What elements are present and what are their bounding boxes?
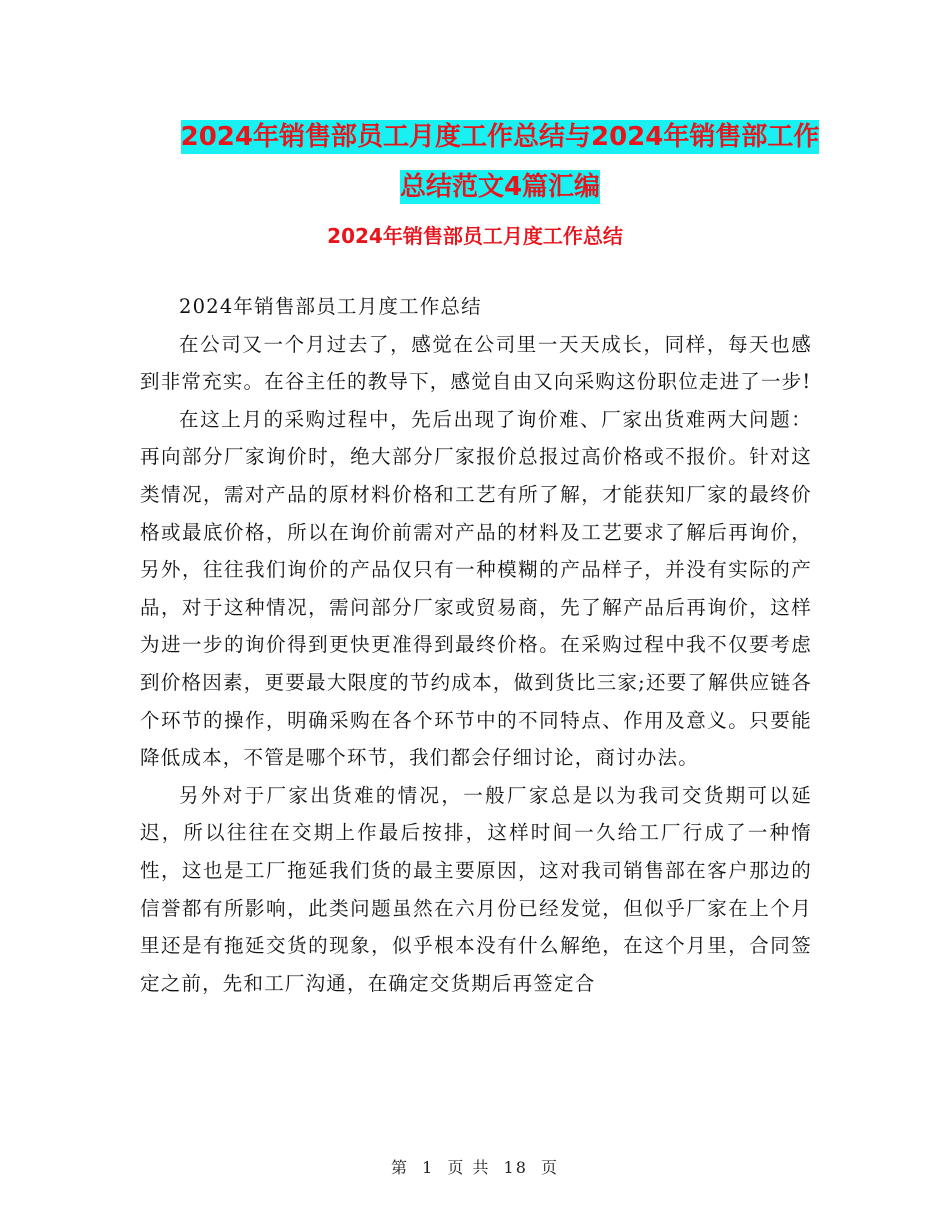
document-title [140,112,860,212]
footer-current-page: 1 [422,1158,435,1177]
page-footer [0,1155,950,1178]
body-paragraph: 在这上月的采购过程中，先后出现了询价难、厂家出货难两大问题：再向部分厂家询价时，绝大部分厂家报价总报过高价格或不报价。针对这类情况，需对产品的原材料价格和工艺有所了解，才能获知厂家的最终价格或最底价格，所以在询价前需对产品的材料及工艺要求了解后再询价，另外，往往我们询价的产品仅只有一种模糊的产品样子，并没有实际的产品，对于这种情况，需问部分厂家或贸易商，先了解产品后再询价，这样为进一步的询价得到更快更准得到最终价格。在采购过程中我不仅要考虑到价格因素，更要最大限度的节约成本，做到货比三家;还要了解供应链各个环节的操作，明确采购在各个环节中的不同特点、作用及意义。只要能降低成本，不管是哪个环节，我们都会仔细讨论，商讨办法。 [140,407,812,770]
document-title-line1: 2024年销售部员工月度工作总结与2024年销售部工作 [180,122,820,152]
footer-total-pages: 18 [503,1158,528,1177]
document-body [140,288,812,1002]
footer-prefix: 第 [390,1158,409,1177]
footer-suffix: 页 [541,1158,560,1177]
body-paragraph: 在公司又一个月过去了，感觉在公司里一天天成长，同样，每天也感到非常充实。在谷主任的教导下，感觉自由又向采购这份职位走进了一步! [140,332,812,394]
section-title: 2024年销售部员工月度工作总结 [327,224,623,248]
document-title-line2: 总结范文4篇汇编 [399,172,601,202]
body-paragraph: 2024年销售部员工月度工作总结 [179,295,482,318]
footer-middle: 页 共 [447,1158,491,1177]
body-paragraph: 另外对于厂家出货难的情况，一般厂家总是以为我司交货期可以延迟，所以往往在交期上作最后按排，这样时间一久给工厂行成了一种惰性，这也是工厂拖延我们货的最主要原因，这对我司销售部在客户那边的信誉都有所影响，此类问题虽然在六月份已经发觉，但似乎厂家在上个月里还是有拖延交货的现象，似乎根本没有什么解绝，在这个月里，合同签定之前，先和工厂沟通，在确定交货期后再签定合 [140,783,812,995]
